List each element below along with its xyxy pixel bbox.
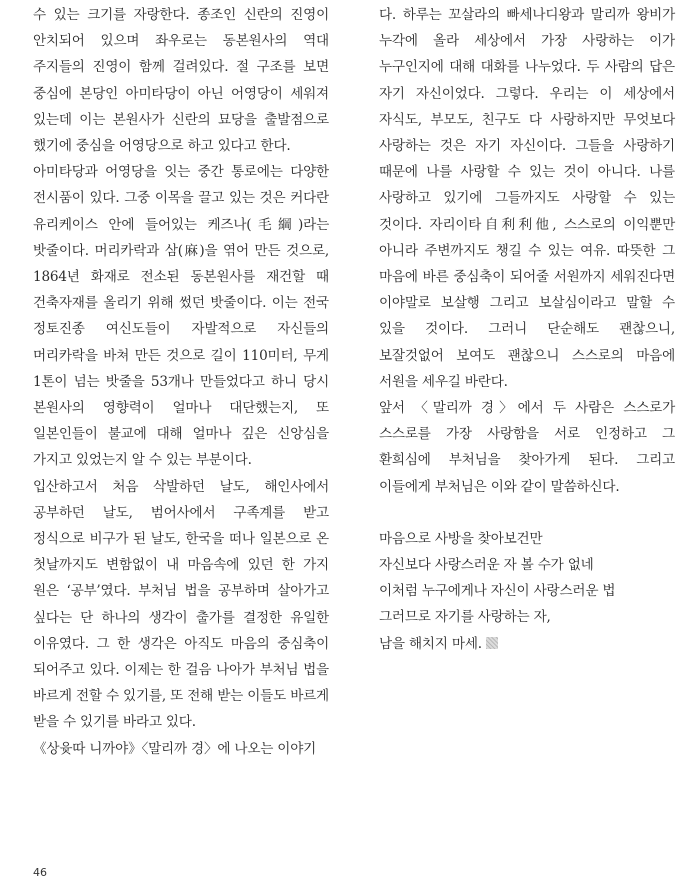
body-paragraph: 《상윳따 니까야》〈말리까 경〉에 나오는 이야기 — [33, 740, 317, 757]
verse-line-last — [379, 631, 675, 657]
verse-block — [379, 526, 675, 657]
verse-spacer — [379, 500, 675, 526]
body-paragraph: 앞서 〈말리까 경〉에서 두 사람은 스스로가 스스로를 가장 사랑함을 서로 인정하고 그 환희심에 부처님을 찾아가게 된다. 그리고 이들에게 부처님은 이와 같이 말씀하신다. — [379, 400, 675, 495]
verse-line: 자신보다 사랑스러운 자 볼 수가 없네 — [379, 557, 594, 574]
end-mark-icon — [486, 637, 498, 649]
right-column — [379, 2, 675, 657]
body-paragraph: 아미타당과 어영당을 잇는 중간 통로에는 다양한 전시품이 있다. 그중 이목을 끌고 있는 것은 커다란 유리케이스 안에 들어있는 케즈나(毛綱)라는 밧줄이다. 머리카락과 삼(麻)을 엮어 만든 것으로, 1864년 화재로 전소된 동본원사를 재건할 때 건축자재를 올리기 위해 썼던 밧줄이다. 이는 전국 정토진종 여신도들이 자발적으로 자신들의 머리카락을 바쳐 만든 것으로 길이 110미터, 무게 1톤이 넘는 밧줄을 53개나 만들었다고 하니 당시 본원사의 영향력이 얼마나 대단했는지, 또 일본인들이 불교에 대해 얼마나 깊은 신앙심을 가지고 있었는지 알 수 있는 부분이다. — [33, 164, 329, 469]
verse-line: 그러므로 자기를 사랑하는 자, — [379, 609, 551, 626]
body-paragraph: 입산하고서 처음 삭발하던 날도, 해인사에서 공부하던 날도, 범어사에서 구족계를 받고 정식으로 비구가 된 날도, 한국을 떠나 일본으로 온 첫날까지도 변함없이 내 마음속에 있던 한 가지 원은 ‘공부’였다. 부처님 법을 공부하며 살아가고 싶다는 단 하나의 생각이 출가를 결정한 유일한 이유였다. 그 한 생각은 아직도 마음의 중심축이 되어주고 있다. 이제는 한 걸음 나아가 부처님 법을 바르게 전할 수 있기를, 또 전해 받는 이들도 바르게 받을 수 있기를 바라고 있다. — [33, 478, 329, 731]
verse-line: 이처럼 누구에게나 자신이 사랑스러운 법 — [379, 583, 616, 600]
body-paragraph: 다. 하루는 꼬살라의 빠세나디왕과 말리까 왕비가 누각에 올라 세상에서 가장 사랑하는 이가 누구인지에 대해 대화를 나누었다. 두 사람의 답은 자기 자신이었다. 그렇다. 우리는 이 세상에서 자식도, 부모도, 친구도 다 사랑하지만 무엇보다 사랑하는 것은 자기 자신이다. 그들을 사랑하기 때문에 나를 사랑할 수 있는 것이 아니다. 나를 사랑하고 있기에 그들까지도 사랑할 수 있는 것이다. 자리이타自利利他, 스스로의 이익뿐만 아니라 주변까지도 챙길 수 있는 여유. 따뜻한 그 마음에 바른 중심축이 되어줄 서원까지 세워진다면 이야말로 보살행 그리고 보살심이라고 말할 수 있을 것이다. 그러니 단순해도 괜찮으니, 보잘것없어 보여도 괜찮으니 스스로의 마음에 서원을 세우길 바란다. — [379, 7, 675, 390]
verse-line-text: 남을 해치지 마세. — [379, 635, 482, 652]
page-number: 46 — [33, 866, 47, 879]
body-paragraph: 수 있는 크기를 자랑한다. 종조인 신란의 진영이 안치되어 있으며 좌우로는 동본원사의 역대 주지들의 진영이 함께 걸려있다. 절 구조를 보면 중심에 본당인 아미타당이 아닌 어영당이 세워져 있는데 이는 본원사가 신란의 묘당을 출발점으로 했기에 중심을 어영당으로 하고 있다고 한다. — [33, 7, 329, 155]
left-column — [33, 2, 329, 762]
verse-line: 마음으로 사방을 찾아보건만 — [379, 530, 543, 547]
